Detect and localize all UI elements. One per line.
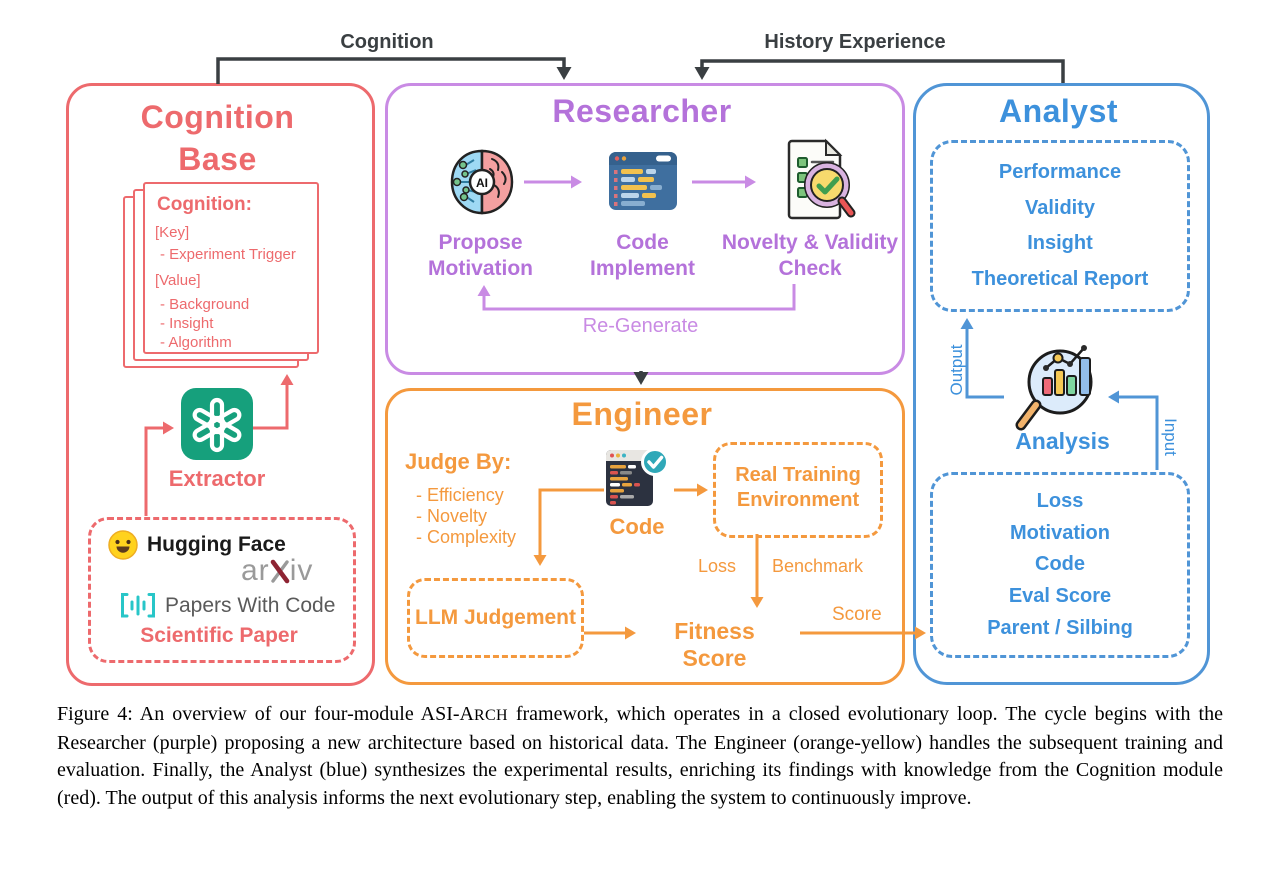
novelty-check-document-icon — [760, 138, 856, 224]
analyst-output-item: Insight — [1027, 232, 1093, 255]
loss-label: Loss — [698, 556, 737, 576]
step-code-implement: Code Implement — [589, 231, 696, 280]
papers-with-code-label: Papers With Code — [165, 594, 336, 617]
researcher-title: Researcher — [552, 93, 732, 129]
cognition-card-front — [143, 182, 319, 354]
fitness-score-label: Fitness Score — [674, 618, 755, 671]
judge-by-item: - Novelty — [416, 506, 488, 526]
analyst-input-item: Motivation — [1010, 521, 1110, 544]
key-item: - Experiment Trigger — [160, 246, 296, 263]
arxiv-x-icon — [270, 558, 290, 584]
value-label: [Value] — [155, 272, 201, 289]
smallcaps-arch: RCH — [474, 707, 508, 724]
engineer-title: Engineer — [571, 396, 713, 432]
value-item: - Background — [160, 296, 250, 313]
analyst-input-item: Code — [1035, 553, 1085, 576]
score-label: Score — [832, 604, 882, 625]
step-propose-motivation: Propose Motivation — [428, 231, 533, 280]
hugging-face-icon — [107, 529, 139, 561]
history-experience-arrow-label: History Experience — [764, 31, 946, 53]
openai-extractor-icon — [181, 388, 253, 460]
arxiv-logo: ar iv — [241, 554, 314, 587]
code-editor-icon — [608, 146, 678, 216]
extractor-label: Extractor — [168, 466, 266, 491]
analyst-input-item: Loss — [1036, 489, 1084, 512]
cognition-base-title: Cognition Base — [140, 99, 295, 177]
real-training-environment-box: Real Training Environment — [713, 442, 883, 538]
output-label: Output — [947, 344, 966, 396]
analyst-title: Analyst — [998, 93, 1119, 129]
scientific-paper-box — [88, 517, 356, 663]
step-novelty-validity-check: Novelty & Validity Check — [721, 231, 899, 280]
input-label: Input — [1161, 418, 1180, 456]
benchmark-label: Benchmark — [772, 556, 864, 576]
analysis-label: Analysis — [1015, 428, 1110, 454]
cognition-arrow — [218, 59, 564, 84]
analyst-outputs-box — [930, 140, 1190, 312]
ai-text: AI — [476, 176, 488, 190]
code-label: Code — [609, 514, 665, 539]
judge-by-item: - Complexity — [416, 527, 517, 547]
judge-by-heading: Judge By: — [405, 449, 512, 474]
code-file-check-icon — [606, 442, 670, 508]
llm-judgement-box: LLM Judgement — [407, 578, 584, 658]
figure-caption: Figure 4: An overview of our four-module ASI-ARCH framework, which operates in a closed evolutionary loop. The cycle begins with the Researcher (purple) proposing a new architecture based on historical data. The Engineer (orange-yellow) handles the subsequent training and evaluation. Finally, the Analyst (blue) synthesizes the experimental results, enriching its findings with knowledge from the Cognition module (red). The output of this analysis informs the next evolutionary step, enabling the system to continuously improve. — [57, 703, 1223, 809]
analyst-input-item: Eval Score — [1008, 585, 1112, 608]
key-label: [Key] — [155, 224, 190, 241]
hugging-face-label: Hugging Face — [147, 533, 286, 556]
cognition-arrow-label: Cognition — [340, 31, 434, 53]
analyst-inputs-box — [930, 472, 1190, 658]
analysis-magnifier-chart-icon — [1010, 338, 1114, 442]
ai-brain-icon — [444, 144, 520, 220]
regenerate-label: Re-Generate — [582, 315, 699, 337]
history-experience-arrow — [702, 61, 1063, 83]
value-item: - Insight — [160, 315, 214, 332]
papers-with-code-icon — [119, 592, 157, 619]
cognition-card-heading: Cognition: — [157, 194, 252, 215]
judge-by-item: - Efficiency — [416, 485, 504, 505]
analyst-output-item: Validity — [1024, 196, 1096, 219]
value-item: - Algorithm — [160, 334, 232, 351]
scientific-paper-label: Scientific Paper — [140, 624, 298, 647]
analyst-input-item: Parent / Silbing — [987, 617, 1133, 640]
analyst-output-item: Performance — [998, 161, 1122, 184]
analyst-output-item: Theoretical Report — [971, 267, 1149, 290]
